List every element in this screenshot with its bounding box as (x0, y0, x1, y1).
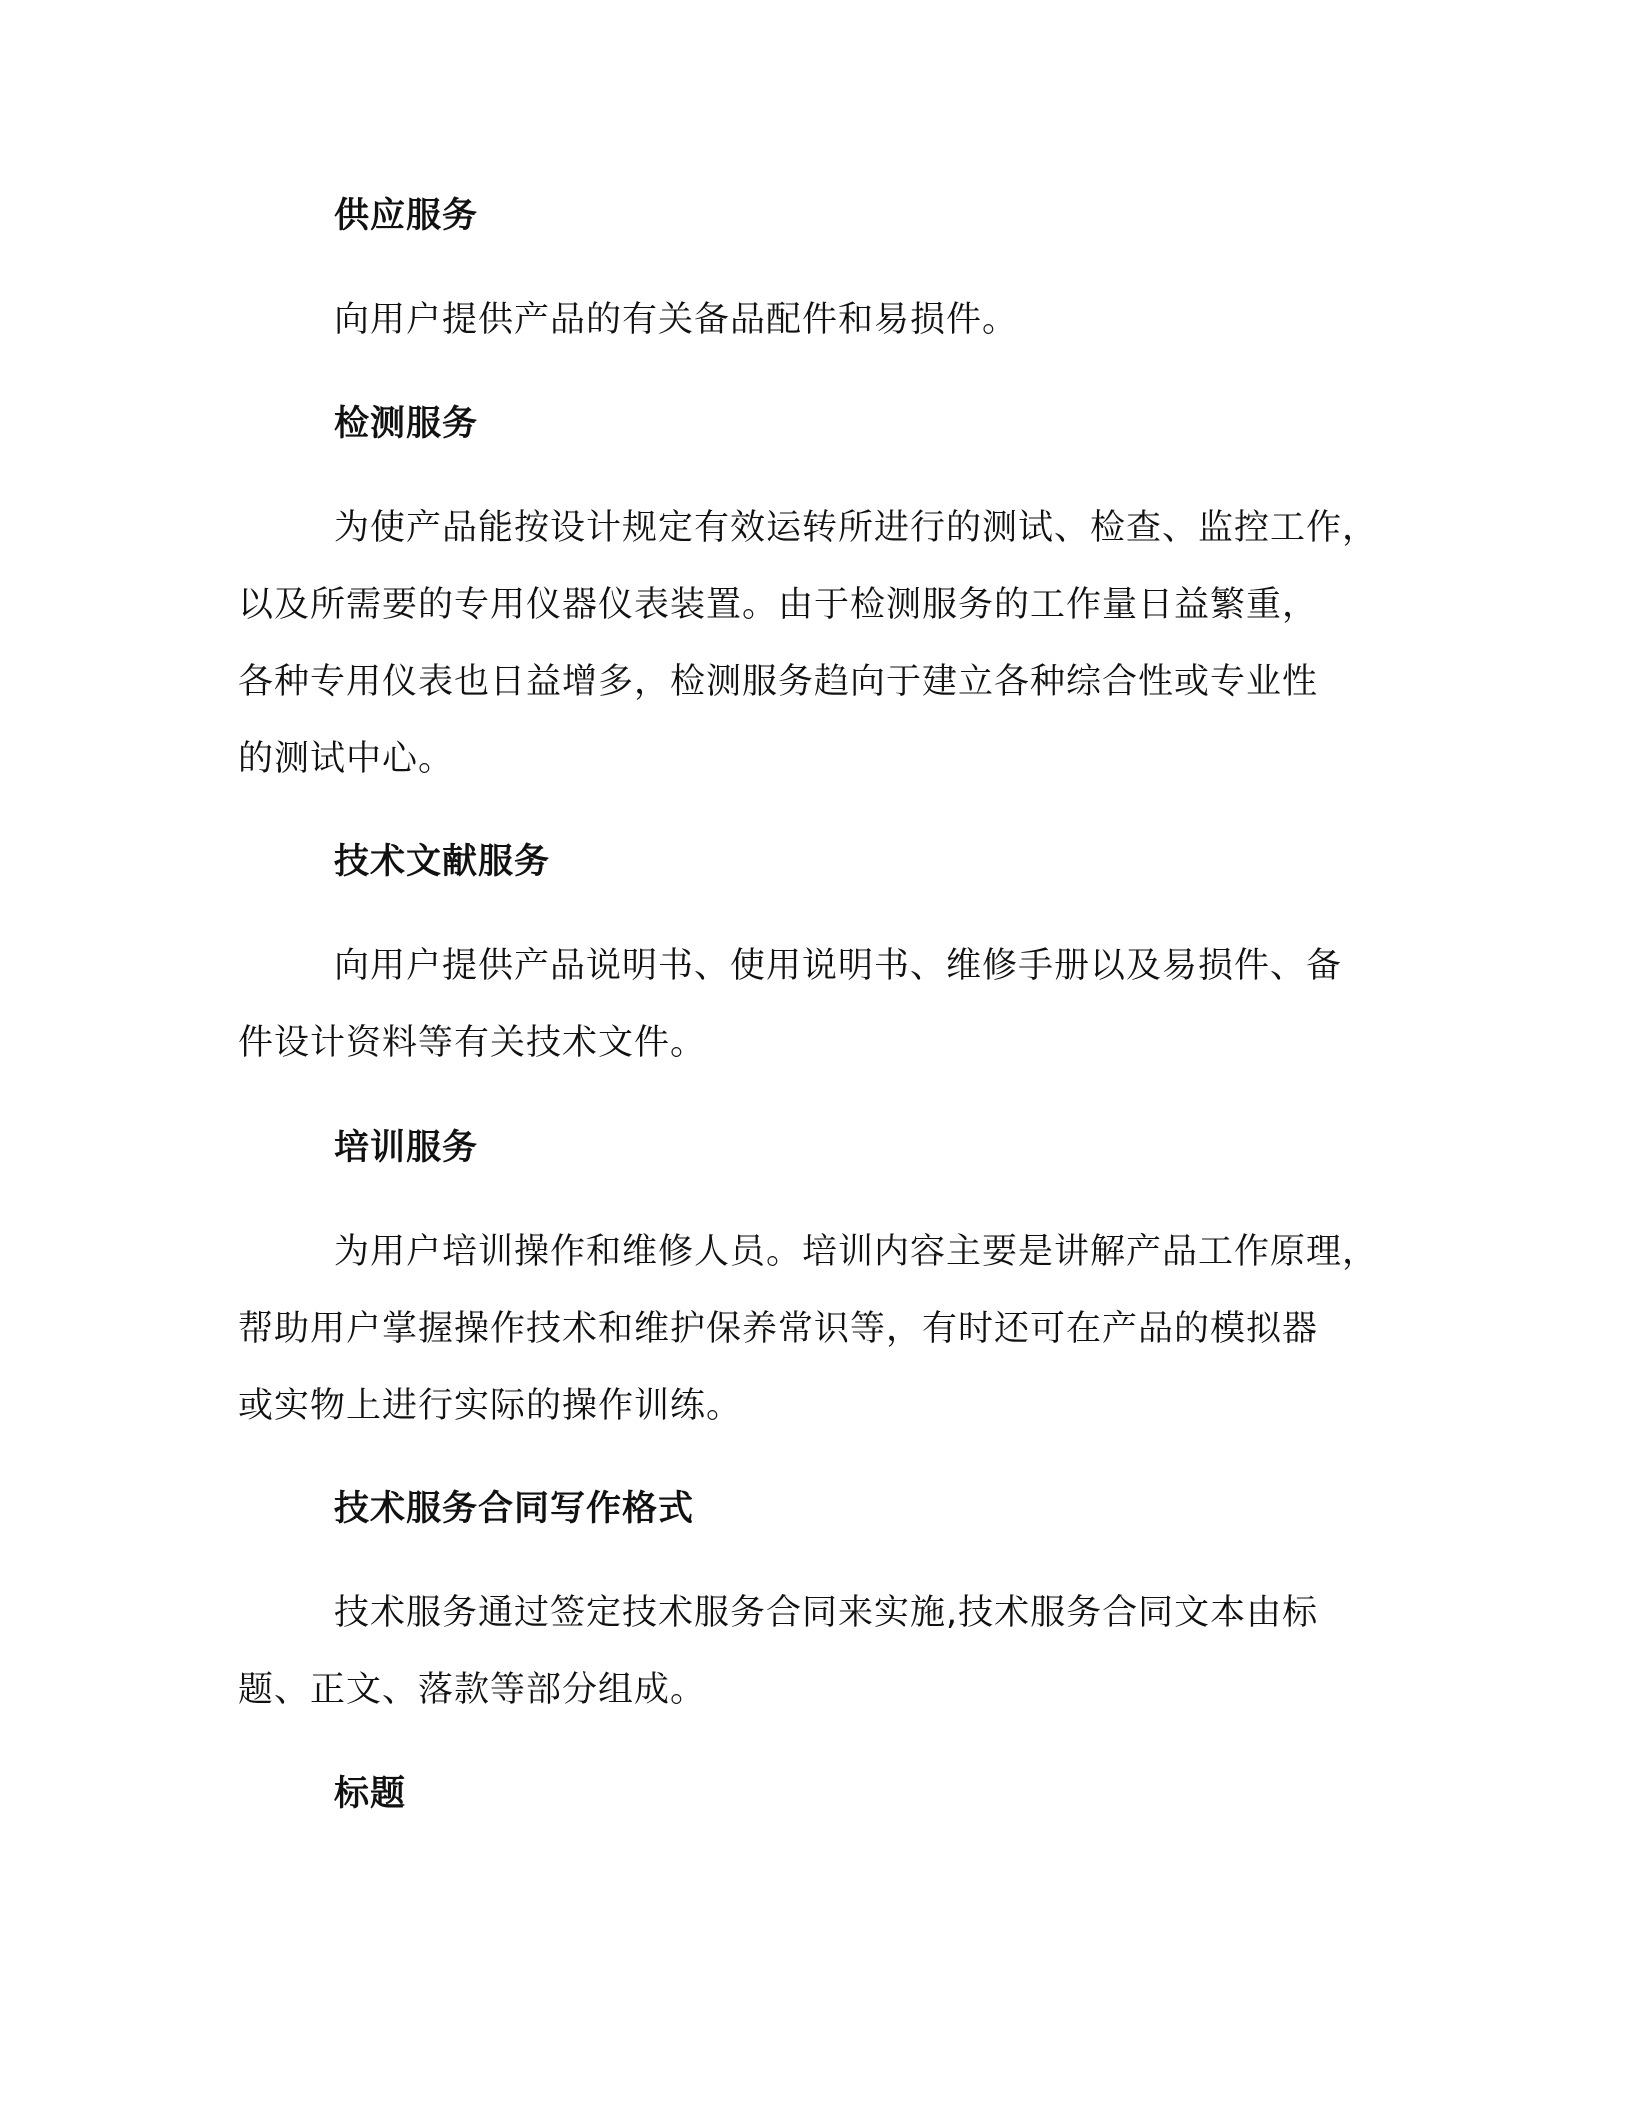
section-heading-training: 培训服务 (334, 1128, 479, 1168)
paragraph-testing (238, 490, 1398, 798)
paragraph-line: 各种专用仪表也日益增多，检测服务趋向于建立各种综合性或专业性 (238, 662, 1319, 702)
paragraph-line: 为使产品能按设计规定有效运转所进行的测试、检查、监控工作， (334, 508, 1379, 548)
paragraph-line: 件设计资料等有关技术文件。 (238, 1023, 707, 1063)
paragraph-training (238, 1214, 1398, 1445)
paragraph-line: 向用户提供产品的有关备品配件和易损件。 (334, 300, 1019, 340)
section-heading-supply: 供应服务 (334, 196, 479, 236)
section-heading-title: 标题 (334, 1774, 407, 1814)
paragraph-line: 或实物上进行实际的操作训练。 (238, 1386, 743, 1426)
paragraph-contract-format (238, 1575, 1398, 1729)
paragraph-line: 的测试中心。 (238, 739, 455, 779)
section-heading-contract-format: 技术服务合同写作格式 (334, 1489, 695, 1529)
paragraph-line: 帮助用户掌握操作技术和维护保养常识等，有时还可在产品的模拟器 (238, 1309, 1319, 1349)
paragraph-line: 为用户培训操作和维修人员。培训内容主要是讲解产品工作原理， (334, 1232, 1379, 1272)
section-heading-tech-docs: 技术文献服务 (334, 842, 551, 882)
paragraph-line: 题、正文、落款等部分组成。 (238, 1670, 707, 1710)
paragraph-tech-docs (238, 928, 1398, 1082)
paragraph-supply (238, 282, 1398, 359)
paragraph-line: 向用户提供产品说明书、使用说明书、维修手册以及易损件、备 (334, 946, 1343, 986)
paragraph-line: 技术服务通过签定技术服务合同来实施,技术服务合同文本由标 (334, 1593, 1319, 1633)
paragraph-line: 以及所需要的专用仪器仪表装置。由于检测服务的工作量日益繁重， (238, 585, 1319, 625)
section-heading-testing: 检测服务 (334, 404, 479, 444)
